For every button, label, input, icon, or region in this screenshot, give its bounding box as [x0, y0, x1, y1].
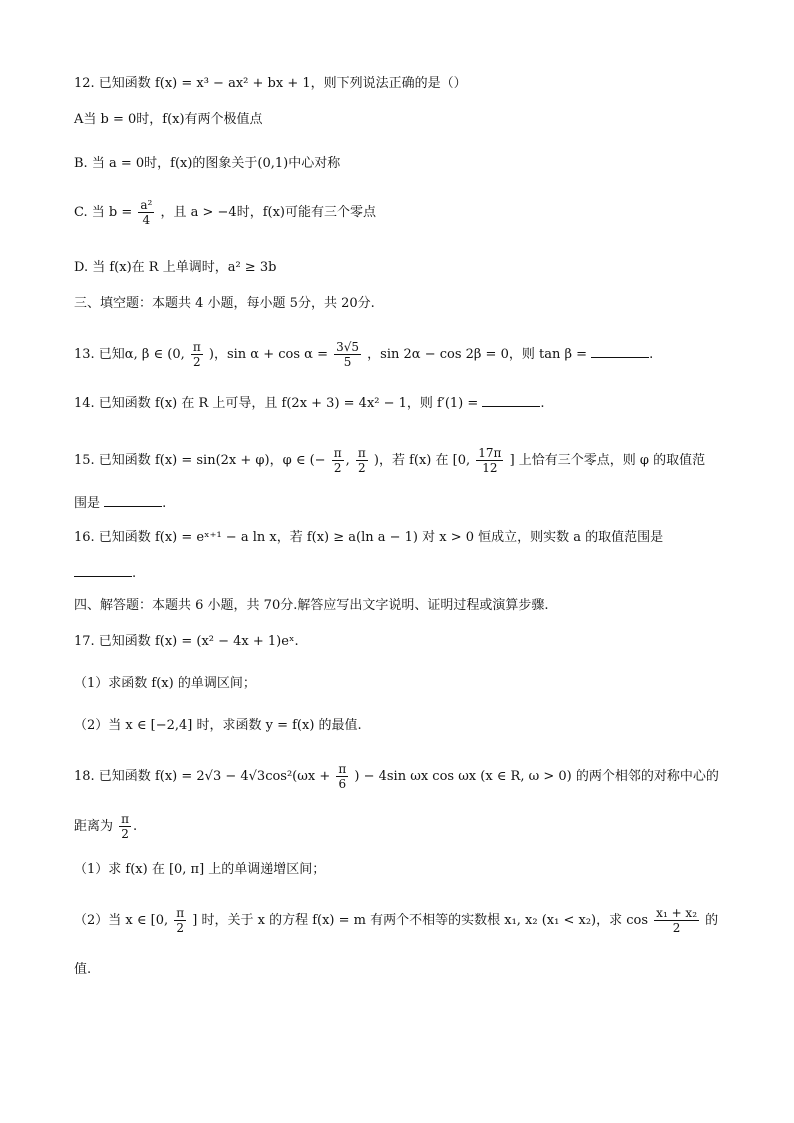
- q18-part-2-line2: 值.: [74, 962, 92, 977]
- fraction-denominator: 2: [357, 461, 366, 475]
- q15-line2-text: 围是: [74, 496, 101, 511]
- answer-blank: [482, 394, 540, 407]
- q15-fraction-1: [332, 446, 344, 475]
- answer-blank: [591, 345, 649, 358]
- q18-part-2-fraction-2: [654, 906, 699, 935]
- q18-line2: [74, 812, 137, 841]
- q14: [74, 394, 545, 414]
- q13-fraction-1: [191, 340, 203, 369]
- q16: 16. 已知函数 f(x) = eˣ⁺¹ − a ln x，若 f(x) ≥ a(ln a − 1) 对 x > 0 恒成立，则实数 a 的取值范围是: [74, 530, 664, 545]
- q12-option-c-fraction: [138, 198, 154, 227]
- q18-part-1: （1）求 f(x) 在 [0, π] 上的单调递增区间；: [74, 862, 326, 877]
- q15-fraction-3: [476, 446, 503, 475]
- q18-fraction-2: [119, 812, 131, 841]
- q16-line2: [74, 564, 136, 584]
- q14-end: .: [540, 396, 545, 411]
- q18-line2-pre: 距离为: [74, 819, 114, 834]
- fraction-denominator: 2: [333, 461, 342, 475]
- q18-fraction-1: [336, 762, 348, 791]
- q18-line2-end: .: [133, 819, 138, 834]
- q15-fraction-2: [356, 446, 368, 475]
- fraction-numerator: 17π: [478, 446, 502, 460]
- q13-post: ，sin 2α − cos 2β = 0，则 tan β =: [367, 347, 587, 362]
- q15-line2: [74, 494, 166, 514]
- q12-option-a: A当 b = 0时，f(x)有两个极值点: [74, 112, 263, 127]
- fraction-denominator: 12: [482, 461, 498, 475]
- q15: [74, 446, 705, 475]
- fraction-denominator: 6: [338, 777, 347, 791]
- q13-mid: )，sin α + cos α =: [208, 347, 328, 362]
- section-three-heading: 三、填空题：本题共 4 小题，每小题 5分，共 20分.: [74, 296, 375, 311]
- fraction-numerator: π: [357, 446, 366, 460]
- q12-stem: 12. 已知函数 f(x) = x³ − ax² + bx + 1，则下列说法正确的是（）: [74, 76, 467, 91]
- fraction-numerator: a²: [140, 198, 153, 212]
- q12-option-c-pre: C. 当 b =: [74, 205, 133, 220]
- q16-end: .: [132, 566, 137, 581]
- fraction-numerator: 3√5: [336, 340, 360, 354]
- fraction-denominator: 4: [142, 213, 151, 227]
- fraction-denominator: 2: [672, 921, 681, 935]
- q18-pre: 18. 已知函数 f(x) = 2√3 − 4√3cos²(ωx +: [74, 769, 331, 784]
- fraction-numerator: π: [176, 906, 185, 920]
- fraction-numerator: π: [192, 340, 201, 354]
- q18-part-2-end: 的: [705, 913, 719, 928]
- q18-part-2-pre: （2）当 x ∈ [0,: [74, 913, 169, 928]
- q14-text: 14. 已知函数 f(x) 在 R 上可导，且 f(2x + 3) = 4x² − 1，则 f′(1) =: [74, 396, 479, 411]
- q13-pre: 13. 已知α, β ∈ (0,: [74, 347, 185, 362]
- q15-pre: 15. 已知函数 f(x) = sin(2x + φ)，φ ∈ (−: [74, 453, 326, 468]
- q18-part-2: [74, 906, 718, 935]
- fraction-denominator: 2: [193, 355, 201, 369]
- fraction-denominator: 2: [121, 827, 129, 841]
- fraction-numerator: x₁ + x₂: [656, 906, 698, 920]
- answer-blank: [74, 564, 132, 577]
- q17-part-2: （2）当 x ∈ [−2,4] 时，求函数 y = f(x) 的最值.: [74, 718, 362, 733]
- q17-part-1: （1）求函数 f(x) 的单调区间；: [74, 676, 256, 691]
- fraction-numerator: π: [121, 812, 130, 826]
- fraction-numerator: π: [338, 762, 347, 776]
- section-four-heading: 四、解答题：本题共 6 小题，共 70分.解答应写出文字说明、证明过程或演算步骤.: [74, 598, 549, 613]
- q12-option-b: B. 当 a = 0时，f(x)的图象关于(0,1)中心对称: [74, 156, 341, 171]
- q18-part-2-fraction-1: [174, 906, 186, 935]
- q15-mid: )，若 f(x) 在 [0,: [373, 453, 471, 468]
- q12-option-d: D. 当 f(x)在 R 上单调时，a² ≥ 3b: [74, 260, 277, 275]
- q15-end: .: [162, 496, 167, 511]
- q18-post: ) − 4sin ωx cos ωx (x ∈ R, ω > 0) 的两个相邻的对称中心的: [354, 769, 719, 784]
- q13-end: .: [649, 347, 654, 362]
- fraction-denominator: 5: [343, 355, 352, 369]
- q18-part-2-mid: ] 时，关于 x 的方程 f(x) = m 有两个不相等的实数根 x₁, x₂ (x₁ < x₂)，求 cos: [192, 913, 649, 928]
- q17-stem: 17. 已知函数 f(x) = (x² − 4x + 1)eˣ.: [74, 634, 299, 649]
- q18-stem: [74, 762, 719, 791]
- q12-option-c: [74, 198, 376, 227]
- answer-blank: [104, 494, 162, 507]
- q15-comma: ,: [345, 453, 350, 468]
- fraction-numerator: π: [333, 446, 342, 460]
- q12-option-c-post: ，且 a > −4时，f(x)可能有三个零点: [160, 205, 376, 220]
- q15-post: ] 上恰有三个零点，则 φ 的取值范: [509, 453, 706, 468]
- q13: [74, 340, 653, 369]
- fraction-denominator: 2: [176, 921, 185, 935]
- q13-fraction-2: [334, 340, 361, 369]
